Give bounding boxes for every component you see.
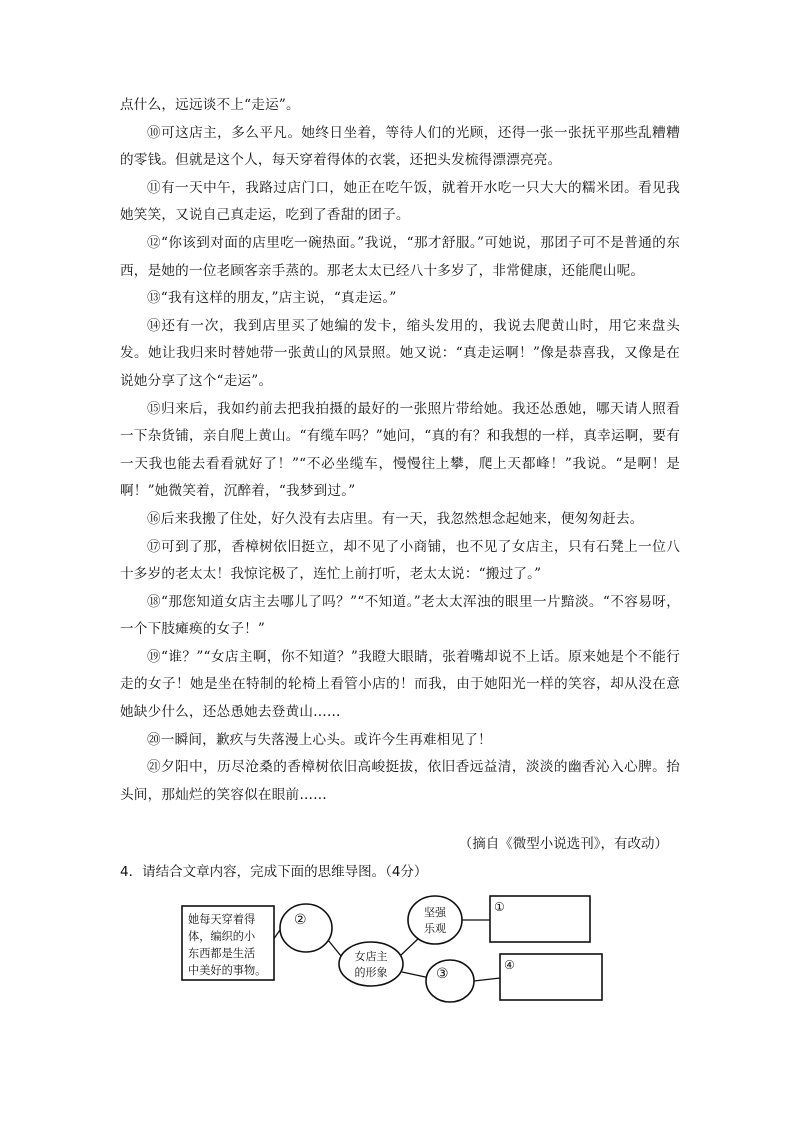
story-paragraph: ⑯后来我搬了住处，好久没有去店里。有一天，我忽然想念起她来，便匆匆赶去。: [147, 510, 644, 527]
connector-line: [474, 978, 500, 981]
upper-right-line: 坚强: [424, 906, 446, 919]
answer-box-1: [490, 896, 590, 942]
left-box-line: 体，编织的小: [188, 930, 256, 943]
story-paragraph: ⑭还有一次，我到店里买了她编的发卡，缩头发用的，我说去爬黄山时，用它来盘头发。她让我归来时替她带一张黄山的风景照。她又说：“真走运啊！”像是恭喜我，又像是在说她分享了这个“走运”。: [120, 317, 680, 389]
answer-box-4: [500, 954, 602, 1000]
node-2-label: ②: [294, 912, 307, 928]
box-4-label: ④: [504, 958, 515, 972]
center-line: 的形象: [354, 966, 388, 979]
story-paragraph: ⑫“你该到对面的店里吃一碗热面。”我说，“那才舒服。”可她说，那团子可不是普通的东西，是她的一位老顾客亲手蒸的。那老太太已经八十多岁了，非常健康，还能爬山呢。: [120, 234, 680, 279]
story-paragraph: ⑰可到了那，香樟树依旧挺立，却不见了小商铺，也不见了女店主，只有石凳上一位八十多岁的老太太！我惊诧极了，连忙上前打听，老太太说：“搬过了。”: [120, 538, 680, 583]
story-paragraph: ⑬“我有这样的朋友，”店主说，“真走运。”: [147, 290, 397, 307]
story-paragraph: ⑩可这店主，多么平凡。她终日坐着，等待人们的光顾，还得一张一张抚平那些乱糟糟的零钱。但就是这个人，每天穿着得体的衣裳，还把头发梳得漂漂亮亮。: [120, 124, 680, 169]
node-3-label: ③: [436, 966, 449, 982]
upper-right-line: 乐观: [424, 922, 446, 935]
story-paragraph: ⑱“那您知道女店主去哪儿了吗？”“不知道。”老太太浑浊的眼里一片黯淡。“不容易呀，一个下肢瘫痪的女子！”: [120, 593, 680, 638]
box-1-label: ①: [494, 900, 505, 914]
story-paragraph: ⑮归来后，我如约前去把我拍摄的最好的一张照片带给她。我还怂恿她，哪天请人照看一下杂货铺，亲自爬上黄山。“有缆车吗？”她问，“真的有？和我想的一样，真幸运啊，要有一天我也能去看看就好了！”“不必坐缆车，慢慢往上攀，爬上天都峰！”我说。“是啊！是啊！”她微笑着，沉醉着，“我梦到过。”: [120, 400, 680, 500]
left-box-line: 她每天穿着得: [188, 913, 256, 926]
mind-map: [178, 890, 618, 1010]
story-paragraph: ㉑夕阳中，历尽沧桑的香樟树依旧高峻挺拔，依旧香远益清，淡淡的幽香沁入心脾。抬头间，那灿烂的笑容似在眼前……: [120, 759, 680, 803]
source-citation: （摘自《微型小说选刊》，有改动）: [458, 836, 668, 852]
connector-line: [400, 937, 420, 956]
question-4: 4．请结合文章内容，完成下面的思维导图。（4分）: [120, 864, 428, 880]
connector-line: [328, 940, 341, 956]
center-node: [339, 942, 403, 986]
story-paragraph: ⑳一瞬间，歉疚与失落漫上心头。或许今生再难相见了！: [147, 731, 492, 748]
upper-right-node: [408, 896, 462, 944]
story-paragraph: ⑪有一天中午，我路过店门口，她正在吃午饭，就着开水吃一只大大的糯米团。看见我她笑笑，又说自己真走运，吃到了香甜的团子。: [120, 179, 680, 224]
node-3-circle: [426, 960, 474, 1002]
story-text: [120, 92, 680, 809]
left-box-line: 东西都是生活: [188, 947, 256, 960]
story-paragraph: ⑲“谁？”“女店主啊，你不知道？”我瞪大眼睛，张着嘴却说不上话。原来她是个不能行走的女子！她是坐在特制的轮椅上看管小店的！而我，由于她阳光一样的笑容，却从没在意她缺少什么，还怂恿她去登黄山……: [120, 648, 680, 721]
left-box-line: 中美好的事物。: [188, 964, 267, 977]
center-line: 女店主: [354, 950, 388, 963]
story-paragraph: 点什么，远远谈不上“走运”。: [120, 97, 300, 113]
